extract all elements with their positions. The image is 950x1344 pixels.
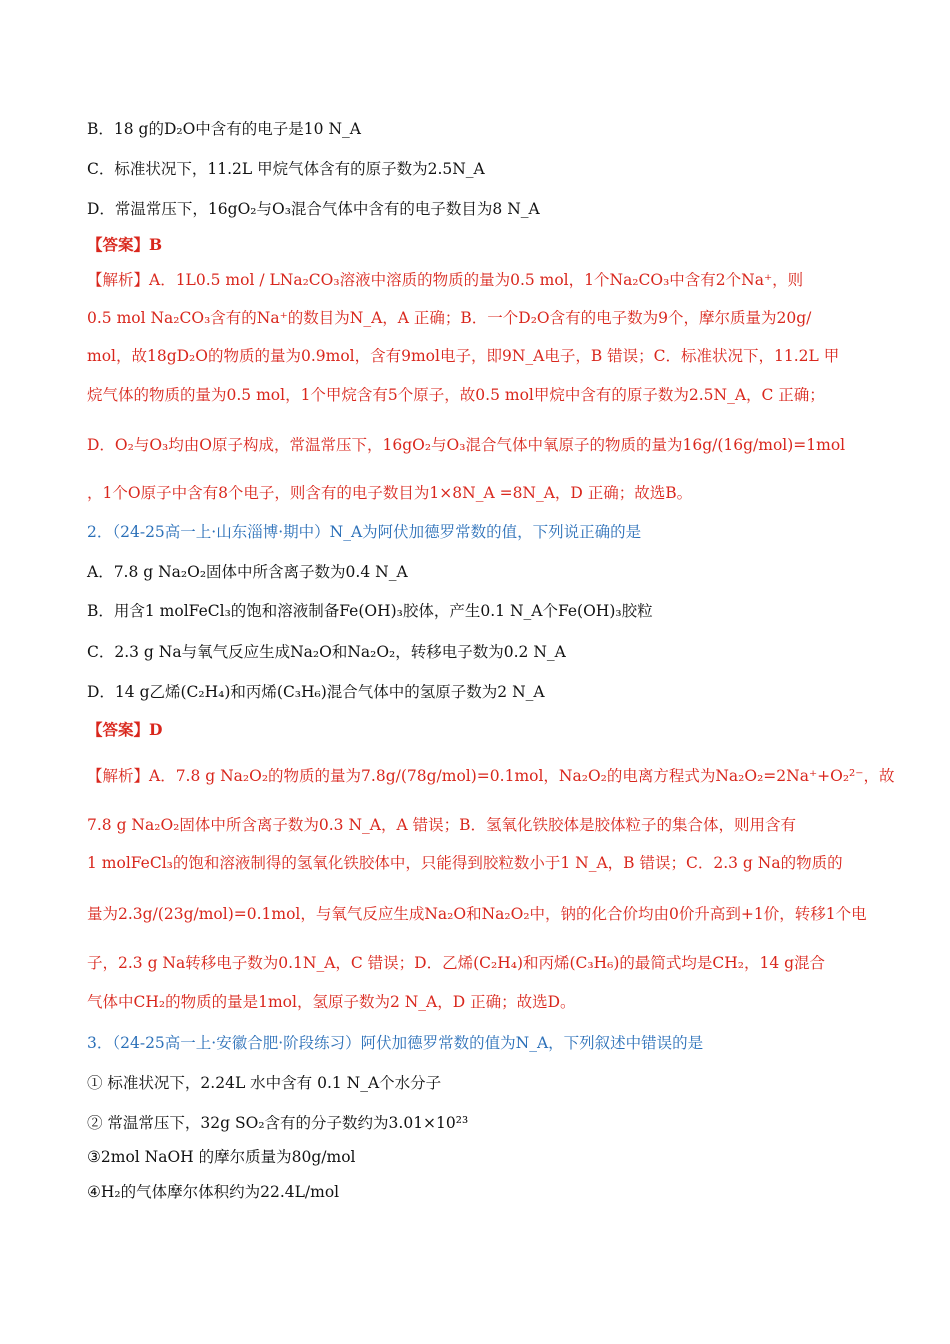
option-d-q2: D．14 g乙烯(C₂H₄)和丙烯(C₃H₆)混合气体中的氢原子数为2 N_A	[87, 683, 545, 701]
analysis-q2-line4: 量为2.3g/(23g/mol)=0.1mol，与氧气反应生成Na₂O和Na₂O₂中，钠的化合价均由0价升高到+1价，转移1个电	[87, 905, 867, 923]
statement-1: ① 标准状况下，2.24L 水中含有 0.1 N_A个水分子	[87, 1074, 442, 1092]
statement-4: ④H₂的气体摩尔体积约为22.4L/mol	[87, 1183, 340, 1201]
option-b-q1: B．18 g的D₂O中含有的电子是10 N_A	[87, 120, 361, 138]
analysis-q1-line3: mol，故18gD₂O的物质的量为0.9mol，含有9mol电子，即9N_A电子，B 错误；C．标准状况下，11.2L 甲	[87, 347, 840, 365]
analysis-q1-line2: 0.5 mol Na₂CO₃含有的Na⁺的数目为N_A，A 正确；B．一个D₂O含有的电子数为9个，摩尔质量为20g/	[87, 309, 812, 327]
option-a-q2: A．7.8 g Na₂O₂固体中所含离子数为0.4 N_A	[87, 563, 408, 581]
analysis-q2-line6: 气体中CH₂的物质的量是1mol，氢原子数为2 N_A，D 正确；故选D。	[87, 993, 576, 1011]
analysis-q1-line5: D．O₂与O₃均由O原子构成，常温常压下，16gO₂与O₃混合气体中氧原子的物质的量为16g/(16g/mol)=1mol	[87, 436, 846, 454]
analysis-q1-line1: 【解析】A．1L0.5 mol / LNa₂CO₃溶液中溶质的物质的量为0.5 mol，1个Na₂CO₃中含有2个Na⁺，则	[87, 271, 804, 289]
statement-3: ③2mol NaOH 的摩尔质量为80g/mol	[87, 1148, 356, 1166]
analysis-q2-line3: 1 molFeCl₃的饱和溶液制得的氢氧化铁胶体中，只能得到胶粒数小于1 N_A，B 错误；C．2.3 g Na的物质的	[87, 854, 843, 872]
option-d-q1: D．常温常压下，16gO₂与O₃混合气体中含有的电子数目为8 N_A	[87, 200, 540, 218]
analysis-q2-line2: 7.8 g Na₂O₂固体中所含离子数为0.3 N_A，A 错误；B．氢氧化铁胶体是胶体粒子的集合体，则用含有	[87, 816, 796, 834]
question-2-stem: 2．（24-25高一上·山东淄博·期中）N_A为阿伏加德罗常数的值，下列说正确的是	[87, 523, 642, 541]
statement-2: ② 常温常压下，32g SO₂含有的分子数约为3.01×10²³	[87, 1114, 469, 1132]
question-3-stem: 3．（24-25高一上·安徽合肥·阶段练习）阿伏加德罗常数的值为N_A，下列叙述中错误的是	[87, 1034, 704, 1052]
answer-q2: 【答案】D	[87, 720, 163, 739]
analysis-q2-line5: 子，2.3 g Na转移电子数为0.1N_A，C 错误；D．乙烯(C₂H₄)和丙烯(C₃H₆)的最简式均是CH₂，14 g混合	[87, 954, 826, 972]
analysis-q1-line4: 烷气体的物质的量为0.5 mol，1个甲烷含有5个原子，故0.5 mol甲烷中含有的原子数为2.5N_A，C 正确；	[87, 386, 825, 404]
option-b-q2: B．用含1 molFeCl₃的饱和溶液制备Fe(OH)₃胶体，产生0.1 N_A个Fe(OH)₃胶粒	[87, 602, 653, 620]
answer-q1: 【答案】B	[87, 235, 163, 254]
option-c-q1: C．标准状况下，11.2L 甲烷气体含有的原子数为2.5N_A	[87, 160, 485, 178]
analysis-q1-line6: ，1个O原子中含有8个电子，则含有的电子数目为1×8N_A =8N_A，D 正确；故选B。	[87, 484, 693, 502]
analysis-q2-line1: 【解析】A．7.8 g Na₂O₂的物质的量为7.8g/(78g/mol)=0.1mol，Na₂O₂的电离方程式为Na₂O₂=2Na⁺+O₂²⁻，故	[87, 767, 895, 785]
option-c-q2: C．2.3 g Na与氧气反应生成Na₂O和Na₂O₂，转移电子数为0.2 N_A	[87, 643, 566, 661]
